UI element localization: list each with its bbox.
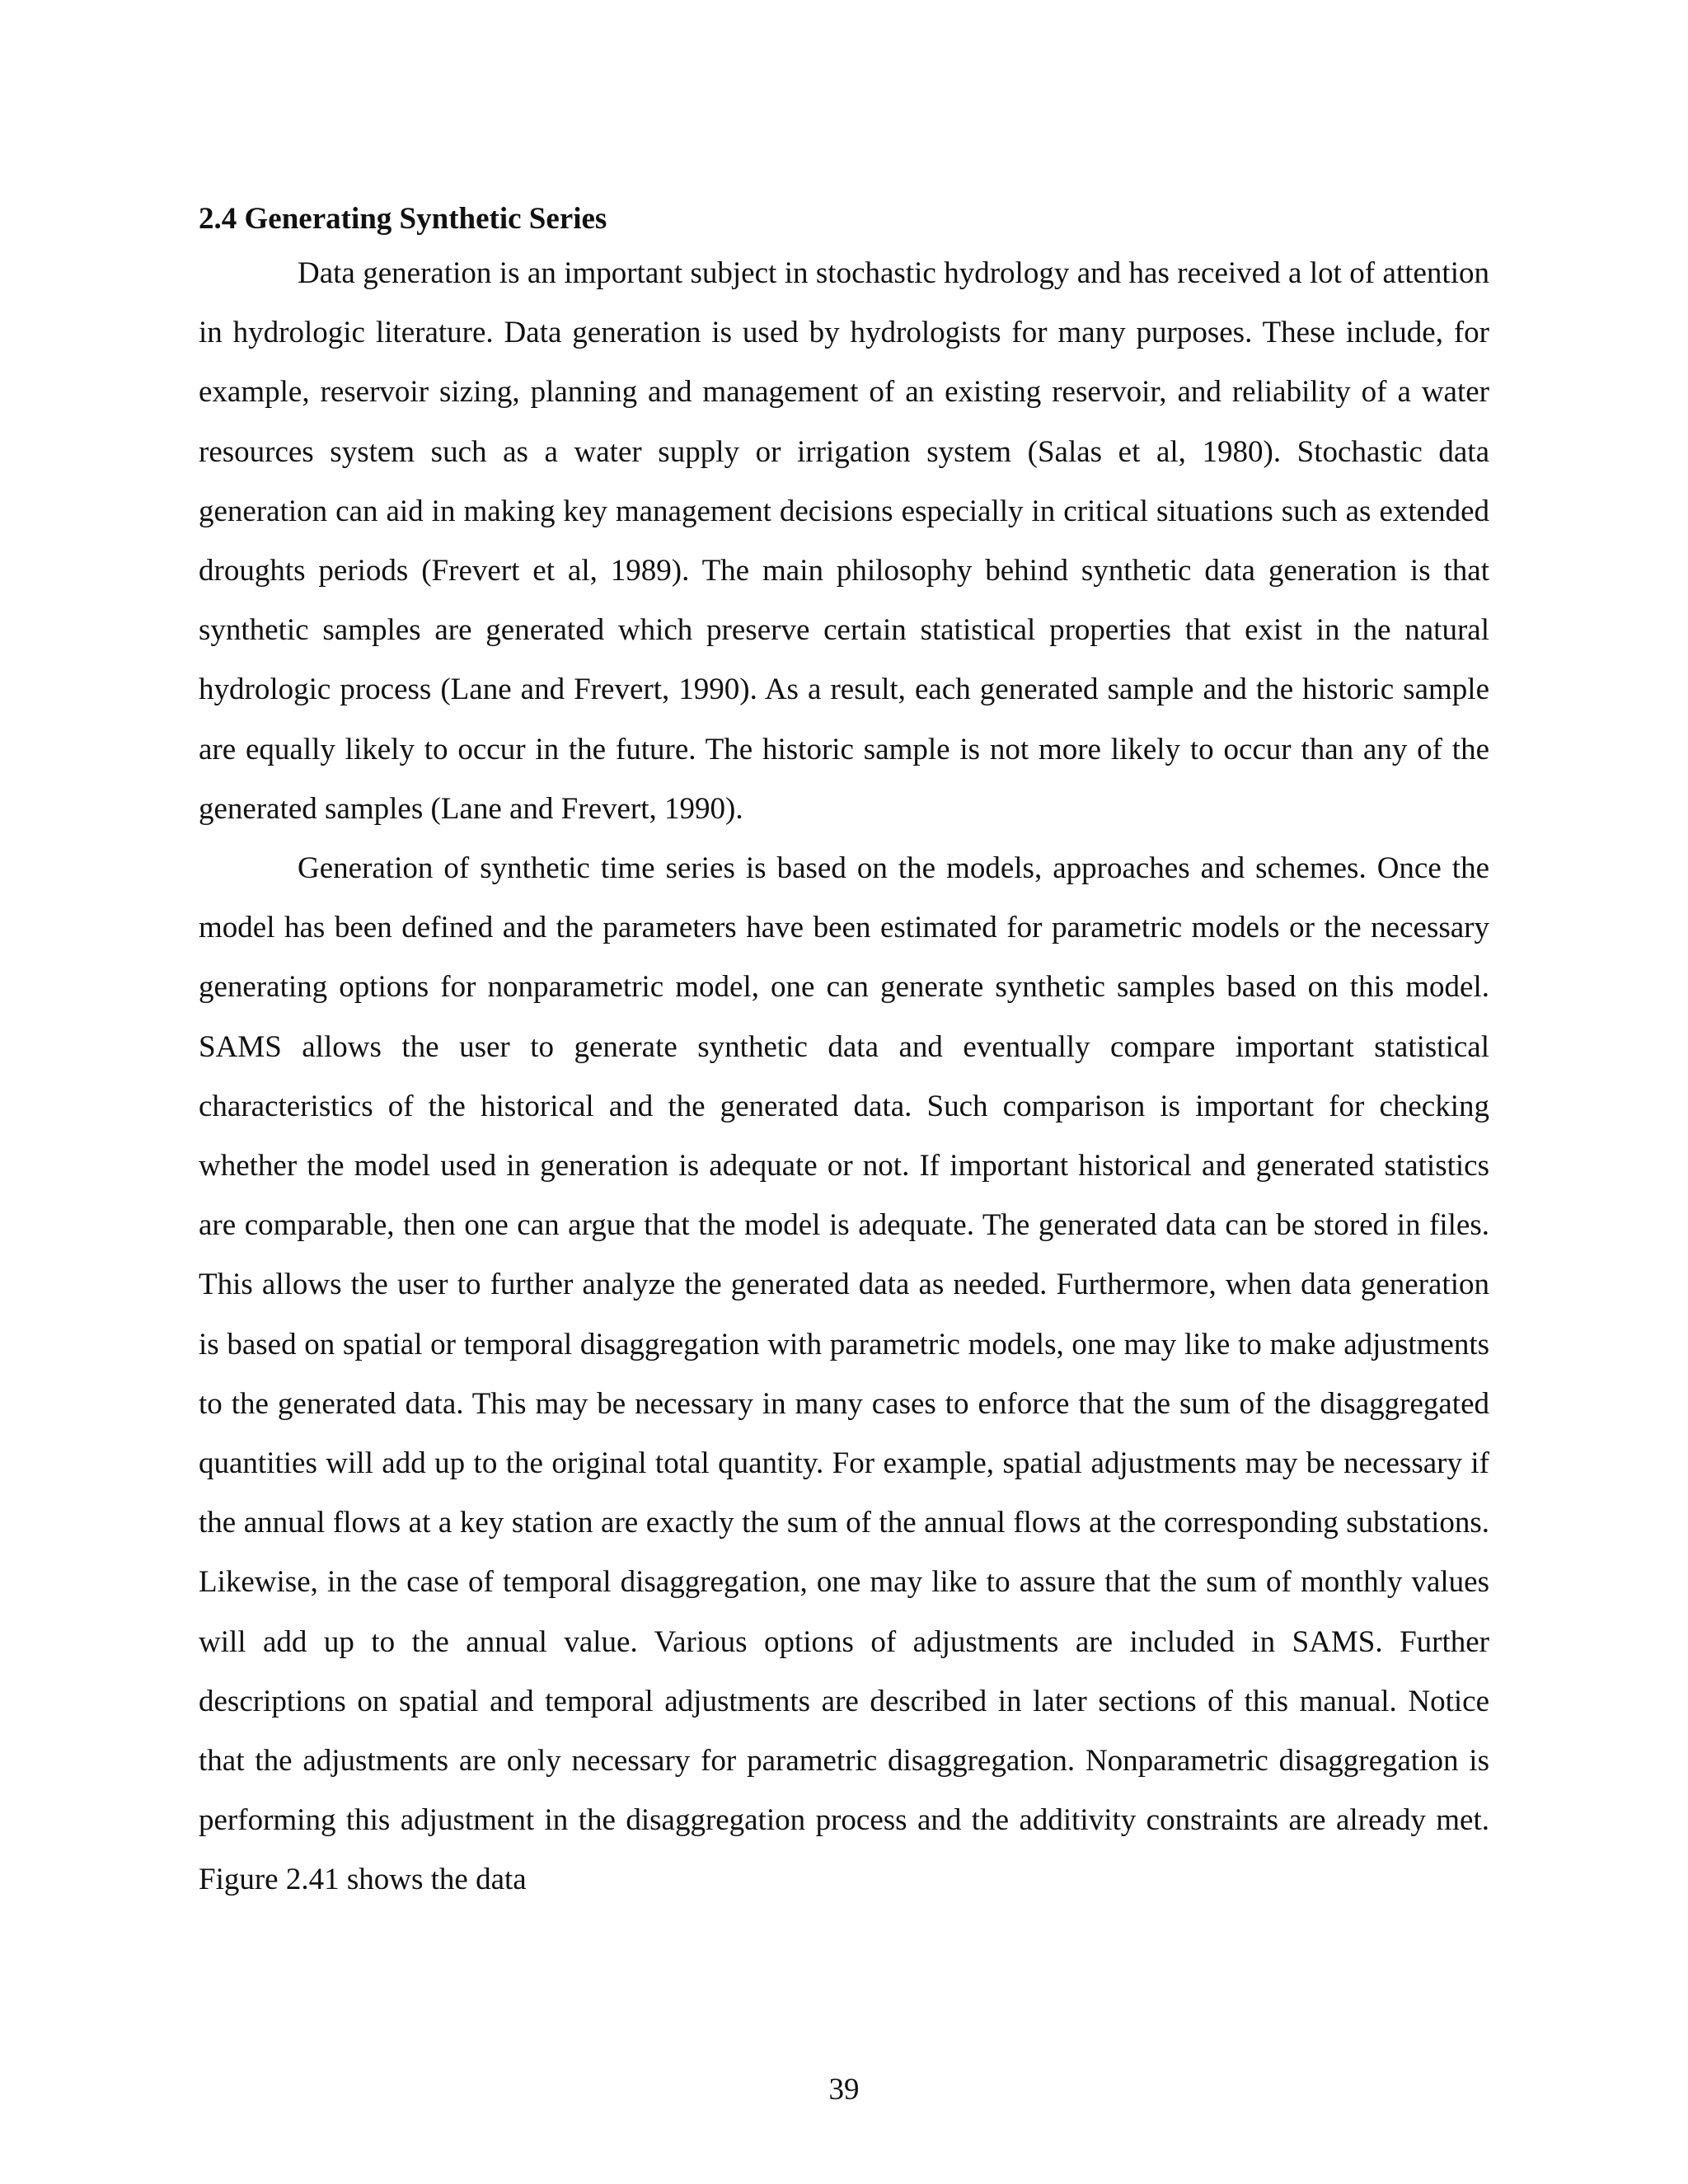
paragraph-data-generation: Data generation is an important subject in stochastic hydrology and has received a lot of attention in hydrologic literature. Data generation is used by hydrologists for many purposes. These include, for example, reservoir sizing, planning and management of an existing reservoir, and reliability of a water resources system such as a water supply or irrigation system (Salas et al, 1980). Stochastic data generation can aid in making key management decisions especially in critical situations such as extended droughts periods (Frevert et al, 1989). The main philosophy behind synthetic data generation is that synthetic samples are generated which preserve certain statistical properties that exist in the natural hydrologic process (Lane and Frevert, 1990). As a result, each generated sample and the historic sample are equally likely to occur in the future. The historic sample is not more likely to occur than any of the generated samples (Lane and Frevert, 1990). [199, 256, 1489, 826]
paragraph-synthetic-series-generation: Generation of synthetic time series is based on the models, approaches and schemes. Once the model has been defined and the parameters have been estimated for parametric models or the necessary generating options for nonparametric model, one can generate synthetic samples based on this model. SAMS allows the user to generate synthetic data and eventually compare important statistical characteristics of the historical and the generated data. Such comparison is important for checking whether the model used in generation is adequate or not. If important historical and generated statistics are comparable, then one can argue that the model is adequate. The generated data can be stored in files. This allows the user to further analyze the generated data as needed. Furthermore, when data generation is based on spatial or temporal disaggregation with parametric models, one may like to make adjustments to the generated data. This may be necessary in many cases to enforce that the sum of the disaggregated quantities will add up to the original total quantity. For example, spatial adjustments may be necessary if the annual flows at a key station are exactly the sum of the annual flows at the corresponding substations. Likewise, in the case of temporal disaggregation, one may like to assure that the sum of monthly values will add up to the annual value. Various options of adjustments are included in SAMS. Further descriptions on spatial and temporal adjustments are described in later sections of this manual. Notice that the adjustments are only necessary for parametric disaggregation. Nonparametric disaggregation is performing this adjustment in the disaggregation process and the additivity constraints are already met. Figure 2.41 shows the data [199, 851, 1489, 1897]
page-number: 39 [828, 2073, 860, 2107]
section-heading: 2.4 Generating Synthetic Series [199, 202, 607, 236]
document-page [199, 194, 1489, 1910]
